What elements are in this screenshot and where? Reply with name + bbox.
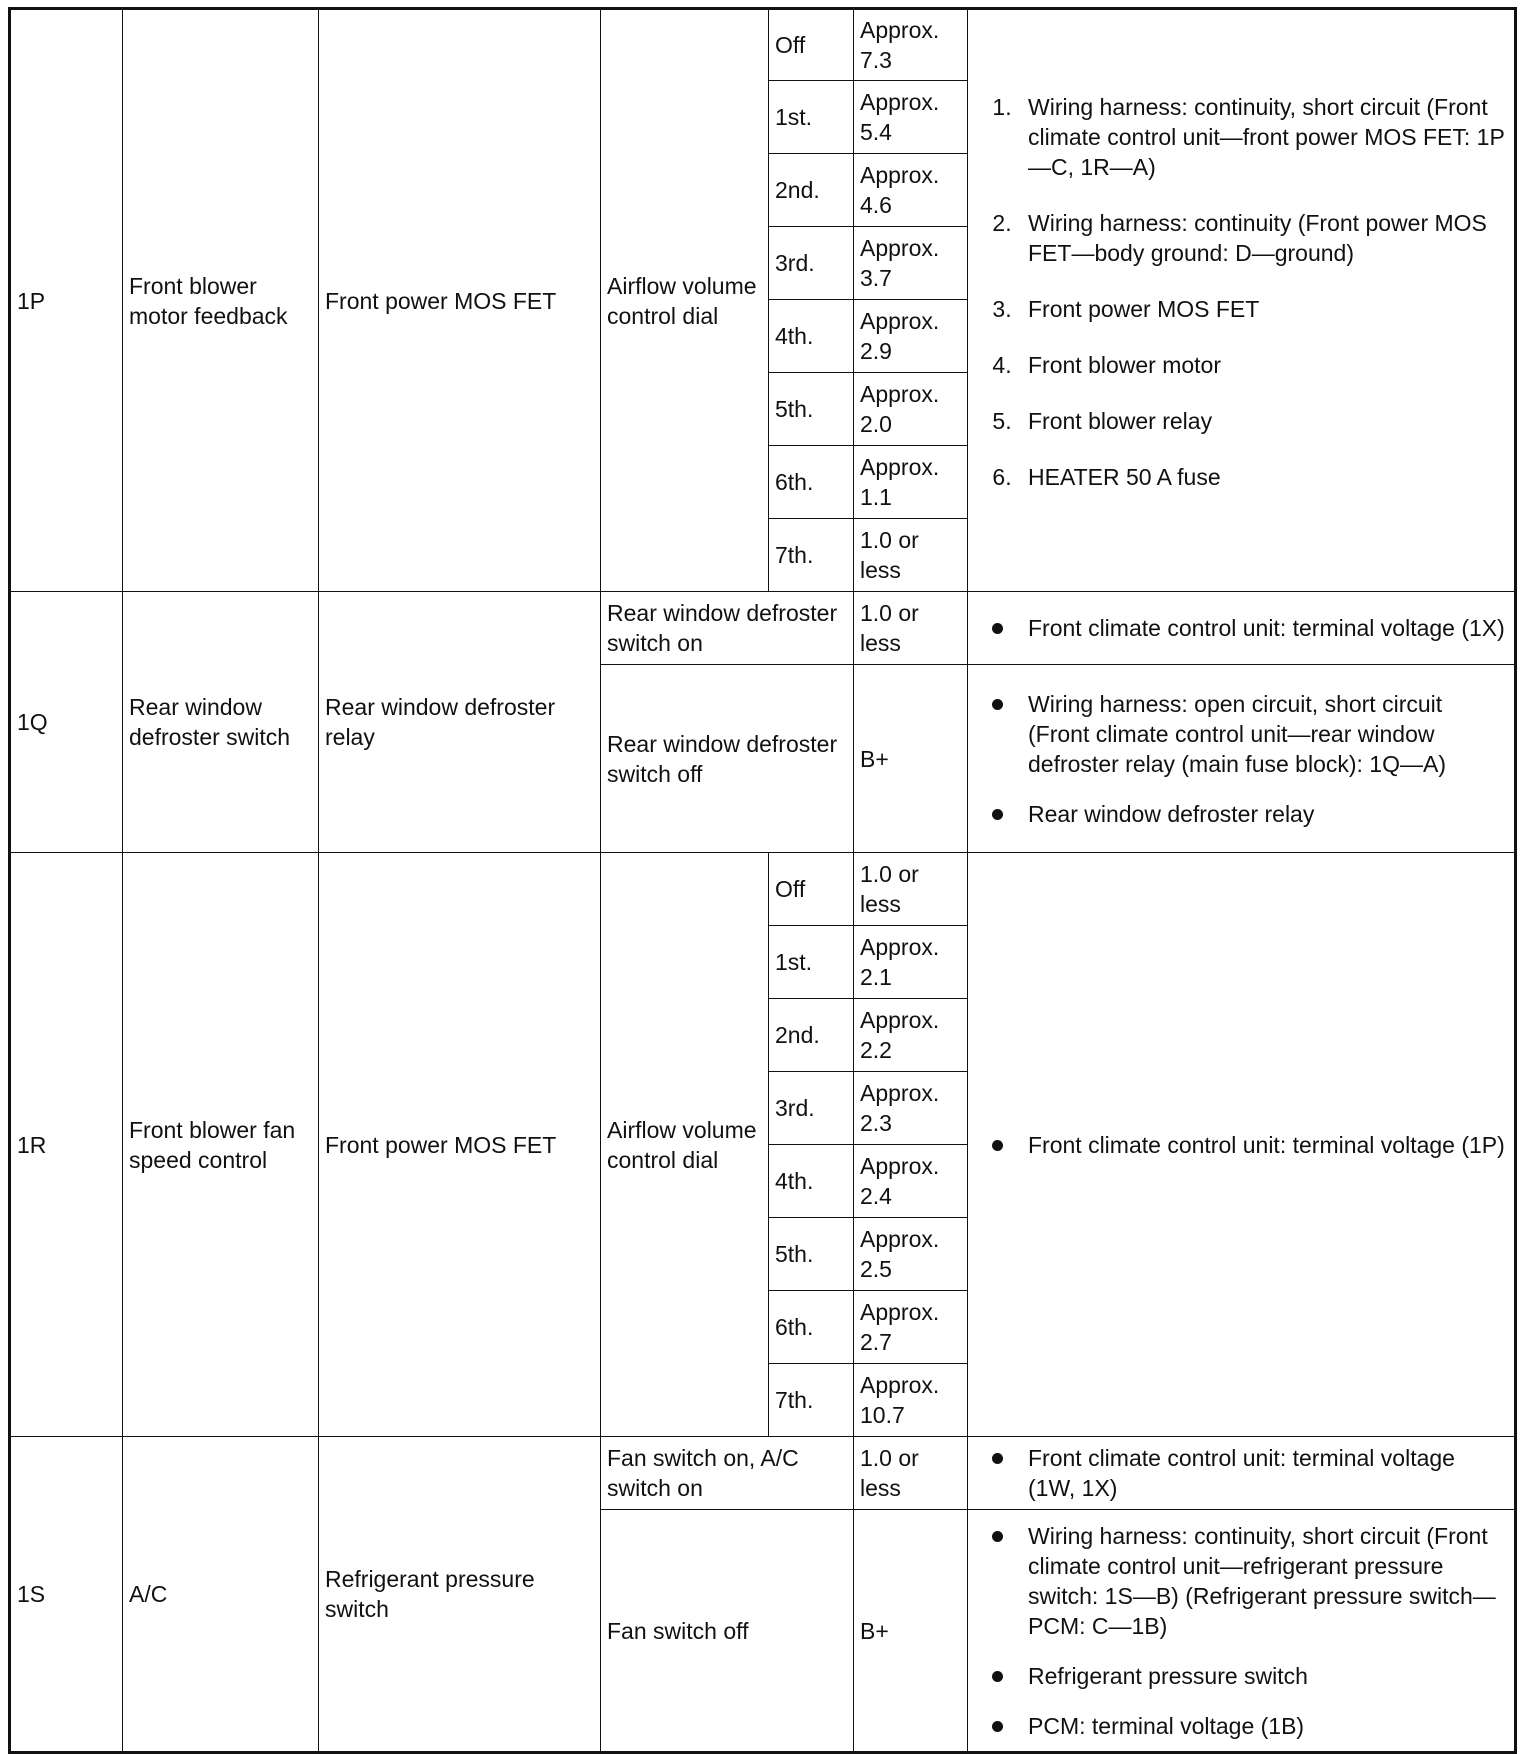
- inspection-item: Wiring harness: open circuit, short circuit (Front climate control unit—rear window defroster relay (main fuse block): 1Q—A): [974, 689, 1508, 779]
- inspection-item: 6. HEATER 50 A fuse: [1018, 462, 1508, 492]
- dial-step-cell: 7th.: [769, 519, 854, 592]
- voltage-cell: B+: [854, 1510, 968, 1753]
- condition-cell: Airflow volume control dial: [601, 853, 769, 1437]
- dial-step-cell: 6th.: [769, 446, 854, 519]
- voltage-cell: Approx. 2.7: [854, 1291, 968, 1364]
- dial-step-cell: 2nd.: [769, 999, 854, 1072]
- inspection-item: 1. Wiring harness: continuity, short circuit (Front climate control unit—front power MOS FET: 1P—C, 1R—A): [1018, 92, 1508, 182]
- condition-cell: Fan switch off: [601, 1510, 854, 1753]
- inspection-cell: [968, 592, 1516, 665]
- voltage-cell: Approx. 5.4: [854, 81, 968, 154]
- inspection-item: PCM: terminal voltage (1B): [974, 1711, 1508, 1741]
- voltage-cell: 1.0 or less: [854, 592, 968, 665]
- inspection-list: [974, 1130, 1508, 1160]
- voltage-cell: 1.0 or less: [854, 519, 968, 592]
- inspection-list: [974, 1443, 1508, 1503]
- terminal-cell: 1P: [10, 9, 123, 592]
- voltage-cell: Approx. 3.7: [854, 227, 968, 300]
- dial-step-cell: 2nd.: [769, 154, 854, 227]
- dial-step-cell: 5th.: [769, 1218, 854, 1291]
- voltage-cell: Approx. 2.1: [854, 926, 968, 999]
- dial-step-cell: 7th.: [769, 1364, 854, 1437]
- terminal-cell: 1Q: [10, 592, 123, 853]
- dial-step-cell: 3rd.: [769, 227, 854, 300]
- voltage-cell: Approx. 2.9: [854, 300, 968, 373]
- voltage-cell: Approx. 1.1: [854, 446, 968, 519]
- voltage-cell: Approx. 10.7: [854, 1364, 968, 1437]
- signal-cell: Front blower fan speed control: [123, 853, 319, 1437]
- table-row: [10, 9, 1516, 81]
- dial-step-cell: 5th.: [769, 373, 854, 446]
- inspection-item: Wiring harness: continuity, short circuit (Front climate control unit—refrigerant pressure switch: 1S—B) (Refrigerant pressure switch—PCM: C—1B): [974, 1521, 1508, 1641]
- inspection-cell: [968, 1437, 1516, 1510]
- inspection-list: [974, 1521, 1508, 1741]
- inspection-item: Refrigerant pressure switch: [974, 1661, 1508, 1691]
- voltage-cell: 1.0 or less: [854, 1437, 968, 1510]
- voltage-cell: B+: [854, 665, 968, 853]
- inspection-cell: [968, 9, 1516, 592]
- voltage-cell: Approx. 2.3: [854, 1072, 968, 1145]
- voltage-cell: Approx. 4.6: [854, 154, 968, 227]
- condition-cell: Rear window defroster switch off: [601, 665, 854, 853]
- terminal-voltage-table: [8, 7, 1517, 1754]
- signal-cell: Rear window defroster switch: [123, 592, 319, 853]
- inspection-list: [974, 92, 1508, 492]
- inspection-item: Front climate control unit: terminal voltage (1W, 1X): [974, 1443, 1508, 1503]
- dial-step-cell: 1st.: [769, 926, 854, 999]
- dial-step-cell: 4th.: [769, 300, 854, 373]
- inspection-cell: [968, 853, 1516, 1437]
- inspection-item: 2. Wiring harness: continuity (Front power MOS FET—body ground: D—ground): [1018, 208, 1508, 268]
- inspection-item: 5. Front blower relay: [1018, 406, 1508, 436]
- condition-cell: Fan switch on, A/C switch on: [601, 1437, 854, 1510]
- dial-step-cell: 4th.: [769, 1145, 854, 1218]
- signal-cell: A/C: [123, 1437, 319, 1753]
- voltage-cell: Approx. 2.0: [854, 373, 968, 446]
- signal-cell: Front blower motor feedback: [123, 9, 319, 592]
- condition-cell: Airflow volume control dial: [601, 9, 769, 592]
- table-row: [10, 853, 1516, 926]
- inspection-item: Front climate control unit: terminal voltage (1X): [974, 613, 1508, 643]
- dial-step-cell: 3rd.: [769, 1072, 854, 1145]
- dial-step-cell: 1st.: [769, 81, 854, 154]
- connected-to-cell: Refrigerant pressure switch: [319, 1437, 601, 1753]
- inspection-item: 3. Front power MOS FET: [1018, 294, 1508, 324]
- inspection-cell: [968, 665, 1516, 853]
- dial-step-cell: Off: [769, 9, 854, 81]
- inspection-item: Rear window defroster relay: [974, 799, 1508, 829]
- table-row: [10, 1437, 1516, 1510]
- voltage-cell: Approx. 2.5: [854, 1218, 968, 1291]
- voltage-cell: Approx. 7.3: [854, 9, 968, 81]
- connected-to-cell: Front power MOS FET: [319, 853, 601, 1437]
- inspection-cell: [968, 1510, 1516, 1753]
- connected-to-cell: Rear window defroster relay: [319, 592, 601, 853]
- condition-cell: Rear window defroster switch on: [601, 592, 854, 665]
- inspection-list: [974, 689, 1508, 829]
- terminal-cell: 1S: [10, 1437, 123, 1753]
- connected-to-cell: Front power MOS FET: [319, 9, 601, 592]
- dial-step-cell: 6th.: [769, 1291, 854, 1364]
- terminal-cell: 1R: [10, 853, 123, 1437]
- inspection-item: Front climate control unit: terminal voltage (1P): [974, 1130, 1508, 1160]
- table-row: [10, 592, 1516, 665]
- voltage-cell: Approx. 2.2: [854, 999, 968, 1072]
- dial-step-cell: Off: [769, 853, 854, 926]
- inspection-item: 4. Front blower motor: [1018, 350, 1508, 380]
- voltage-cell: Approx. 2.4: [854, 1145, 968, 1218]
- inspection-list: [974, 613, 1508, 643]
- voltage-cell: 1.0 or less: [854, 853, 968, 926]
